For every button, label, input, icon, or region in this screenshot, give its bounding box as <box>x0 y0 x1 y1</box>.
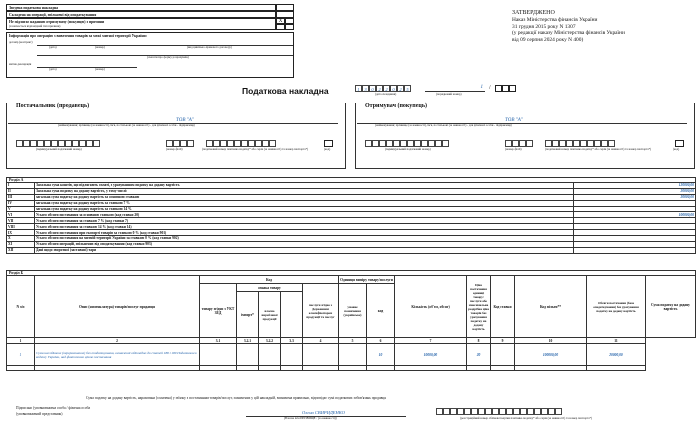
column-number: 3.1 <box>200 338 237 344</box>
table-cell-empty[interactable] <box>237 366 259 371</box>
seller-filial-label: (номер філії) <box>166 147 183 151</box>
column-number: 5 <box>339 338 367 344</box>
col-qty-header: Кількість (об'єм, обсяг) <box>395 276 467 338</box>
table-cell-empty[interactable] <box>367 366 395 371</box>
buyer-name-label: (найменування; прізвище (за наявності), ім'я, по батькові (за наявності) - для фізичної особи - підприємця) <box>375 123 512 127</box>
flag-checkbox-5[interactable] <box>276 24 285 30</box>
section-b-title: Розділ Б <box>6 270 696 275</box>
table-cell-empty[interactable] <box>467 366 491 371</box>
col-vat-header: Сума податку на додану вартість <box>646 276 696 338</box>
date-digit: 2 <box>376 85 383 92</box>
table-cell-row_mark[interactable]: 1 <box>7 344 35 366</box>
section-a-row-number: VIII <box>7 224 35 230</box>
column-number: 3.3 <box>281 338 303 344</box>
column-number: 8 <box>467 338 491 344</box>
table-cell-empty[interactable] <box>281 366 303 371</box>
buyer-ipn-cells[interactable] <box>365 140 449 147</box>
date-digit: 5 <box>404 85 411 92</box>
table-cell-c31[interactable] <box>200 344 237 366</box>
approved-title: ЗАТВЕРДЖЕНО <box>512 10 555 16</box>
flag-checkbox-1[interactable] <box>276 4 294 11</box>
buyer-heading: Отримувач (покупець) <box>365 103 428 109</box>
column-number: 10 <box>515 338 587 344</box>
buyer-block <box>355 103 695 173</box>
col-own-header: власно виробленої продукції <box>259 292 281 338</box>
table-cell-empty[interactable] <box>587 366 646 371</box>
section-b <box>6 270 696 371</box>
date-digit: 0 <box>369 85 376 92</box>
flag-not-provided-label: Не підлягає наданню отримувачу (покупцю) з причини <box>9 20 105 24</box>
column-number: 6 <box>367 338 395 344</box>
col-code-header: Код <box>200 276 339 284</box>
date-digit: 3 <box>362 85 369 92</box>
buyer-ipn-label: (індивідуальний податковий номер) <box>385 147 431 151</box>
approved-block <box>512 10 697 43</box>
export-info-label: Інформація про операцію з вивезення товарів за межі митної території України: <box>9 34 147 38</box>
table-cell-empty[interactable] <box>303 366 339 371</box>
table-cell-empty[interactable] <box>395 366 467 371</box>
column-number: 7 <box>395 338 467 344</box>
table-cell-empty[interactable] <box>259 366 281 371</box>
buyer-code-cells[interactable] <box>545 140 615 147</box>
seller-ipn-label: (індивідуальний податковий номер) <box>36 147 82 151</box>
section-a-row-value[interactable] <box>574 247 696 253</box>
section-a-row <box>7 247 696 253</box>
seller-block <box>6 103 346 173</box>
table-cell-vat[interactable]: 20000,00 <box>587 344 646 366</box>
flag-row-summary <box>6 4 276 11</box>
table-cell-desc[interactable]: Сума наслідкових (перерахованих) без оподаткування, визначеної відповідно до статей 188 і 189 Податкового кодексу України, над фактичною ціною постачання <box>35 344 200 366</box>
passport-sub: (реєстраційний номер облікової картки платника податку* або серія (за наявності) та номер паспорта*) <box>460 416 592 420</box>
column-number: 3.2.1 <box>237 338 259 344</box>
seller-ipn-cells[interactable] <box>16 140 100 147</box>
number-slash: / <box>489 85 491 91</box>
column-number: 11 <box>587 338 646 344</box>
section-a-row-number: VII <box>7 218 35 224</box>
col-rate-header: Код ставки <box>491 276 515 338</box>
col-sign-header: ознака товару <box>237 284 303 292</box>
col-dkpp-header: послуги згідно з Державним класифікатором продукції та послуг <box>303 284 339 338</box>
seller-filial-cells[interactable] <box>166 140 194 147</box>
signer-sub: (Власне ім'я ПРІЗВИЩЕ / (за наявності)) <box>284 416 337 420</box>
table-cell-c33[interactable] <box>281 344 303 366</box>
number-suffix-cell[interactable] <box>502 85 509 92</box>
buyer-name[interactable]: ТОВ "А" <box>505 118 523 123</box>
approved-line-1: Наказ Міністерства фінансів України <box>512 17 598 23</box>
export-info <box>6 32 294 78</box>
table-cell-price[interactable]: 10000,00 <box>395 344 467 366</box>
seller-code-cells[interactable] <box>206 140 276 147</box>
table-cell-c322[interactable] <box>259 344 281 366</box>
section-a-row-label: загальна сума податку на додану вартість за ставкою 7 % <box>34 200 573 206</box>
table-cell-volume[interactable]: 100000,00 <box>515 344 587 366</box>
table-cell-empty[interactable] <box>515 366 587 371</box>
seller-code-kind[interactable] <box>324 140 333 147</box>
section-a-row-label: Загальна сума податку на додану вартість, у тому числі: <box>34 188 573 194</box>
column-number: 1 <box>7 338 35 344</box>
section-a-row-number: IX <box>7 230 35 236</box>
section-a-row-number: I <box>7 183 35 189</box>
section-a-row-number: V <box>7 206 35 212</box>
flag-note: (зазначається відповідний тип причини) <box>9 24 61 28</box>
footer <box>6 396 696 420</box>
table-cell-empty[interactable] <box>200 366 237 371</box>
seller-name-label: (найменування; прізвище (за наявності), ім'я, по батькові (за наявності) - для фізичної особи - підприємця) <box>58 123 195 127</box>
table-cell-qty[interactable]: 10 <box>367 344 395 366</box>
section-a-row-label: Усього обсяги постачання за ставкою 14 % (код ставки 14) <box>34 224 573 230</box>
col-desc-header: Опис (номенклатура) товарів/послуг продавця <box>35 276 200 338</box>
section-a-row-number: II <box>7 188 35 194</box>
table-cell-c4[interactable] <box>303 344 339 366</box>
section-a-title: Розділ А <box>6 177 696 182</box>
section-a <box>6 177 696 254</box>
col-imported-header: імпорт* <box>237 292 259 338</box>
flag-checkbox-3[interactable]: X <box>276 18 285 24</box>
doc-title: Податкова накладна <box>242 86 329 96</box>
number-value: 1 <box>480 85 483 90</box>
section-a-row-number: VI <box>7 212 35 218</box>
col-benefit-header: Код пільги** <box>515 276 587 338</box>
date-label: (дата складання) <box>375 92 397 96</box>
footer-note: Сума податку на додану вартість, нарахована (сплачена) у зв'язку з постачанням товарів/послуг, зазначених у цій накладній, визначена правильно, відповідає сумі податкових зобов'язань продавця <box>86 396 386 400</box>
col-n-header: N з/п <box>7 276 35 338</box>
contract-kind-sub: (вид цивільно-правового договору) <box>187 44 232 49</box>
buyer-filial-cells[interactable] <box>505 140 533 147</box>
flag-checkbox-2[interactable] <box>276 11 294 18</box>
section-a-row-number: III <box>7 194 35 200</box>
number-suffix-cell[interactable] <box>495 85 502 92</box>
section-a-row-value[interactable]: 20000,00 <box>574 194 696 200</box>
payment-form-sub: (сказати про форму розрахунків) <box>147 54 189 59</box>
section-a-row-label: Усього обсяги операцій, звільнених від оподаткування (код ставки 903) <box>34 241 573 247</box>
section-a-table <box>6 182 696 254</box>
col-blank-header <box>281 292 303 338</box>
section-a-row-label: Усього обсяги постачання при експорті товарів за ставкою 0 % (код ставки 901) <box>34 230 573 236</box>
date-digit: 2 <box>397 85 404 92</box>
passport-cells[interactable] <box>436 408 562 415</box>
number-field[interactable] <box>425 85 485 92</box>
flags-block <box>6 4 294 84</box>
column-number: 4 <box>303 338 339 344</box>
approved-line-3: (у редакції наказу Міністерства фінансів України <box>512 30 625 37</box>
section-a-row-label: Дані щодо зворотної (заставної) тари <box>34 247 573 253</box>
contract-label: договір (контракт) <box>9 40 33 44</box>
contract-date-sub: (дата) <box>49 44 57 49</box>
customs-number-sub: (номер) <box>95 66 105 71</box>
section-a-row-label: Усього обсяги постачання за основною ставкою (код ставки 20) <box>34 212 573 218</box>
table-cell-c5[interactable] <box>339 344 367 366</box>
section-b-table <box>6 275 696 371</box>
section-a-row-number: XI <box>7 241 35 247</box>
section-a-row-label: загальна сума податку на додану вартість за основною ставкою <box>34 194 573 200</box>
column-number: 2 <box>35 338 200 344</box>
buyer-filial-label: (номер філії) <box>505 147 522 151</box>
table-cell-empty[interactable] <box>7 366 35 371</box>
buyer-code-kind[interactable] <box>675 140 684 147</box>
date-digit: 2 <box>383 85 390 92</box>
date-digit: 0 <box>390 85 397 92</box>
col-uktzed-header: товару згідно з УКТ ЗЕД <box>200 284 237 338</box>
col-unit-code-header: код <box>367 284 395 338</box>
col-volume-header: Обсяги постачання (база оподаткування) без урахування податку на додану вартість <box>587 276 646 338</box>
seller-heading: Постачальник (продавець) <box>16 103 90 109</box>
col-price-header: Ціна постачання одиниці товару/послуги або максимальна роздрібна ціна товарів без урахування податку на додану вартість <box>467 276 491 338</box>
column-number: 3.2.2 <box>259 338 281 344</box>
seller-code-short: (код) <box>324 147 331 151</box>
flag-summary-label: Зведена податкова накладна <box>9 6 59 10</box>
flag-row-not-provided <box>6 18 276 30</box>
table-cell-c9[interactable] <box>491 344 515 366</box>
flag-checkbox-6[interactable] <box>285 24 294 30</box>
table-cell-empty[interactable] <box>491 366 515 371</box>
flag-exempt-label: Складена на операції, звільнені від оподаткування <box>9 13 97 17</box>
approved-line-4: від 09 серпня 2024 року N 400) <box>512 36 584 43</box>
approved-line-2: 31 грудня 2015 року N 1307 <box>512 23 576 30</box>
section-a-row-number: X <box>7 236 35 242</box>
number-suffix-cell[interactable] <box>509 85 516 92</box>
section-a-row-value[interactable]: 100000,00 <box>574 212 696 218</box>
table-row <box>7 344 696 366</box>
section-a-row-value[interactable]: 20000,00 <box>574 188 696 194</box>
table-cell-rate[interactable]: 20 <box>467 344 491 366</box>
table-cell-c321[interactable] <box>237 344 259 366</box>
signer-label: Підписано (уповноважена особа / фізична особа <box>16 406 91 410</box>
number-label: (порядковий номер) <box>436 92 462 96</box>
section-a-row-label: Усього обсяги постачання на митній території України за ставкою 0 % (код ставки 902) <box>34 236 573 242</box>
section-a-row-label: Усього обсяги постачання за ставкою 7 % (код ставки 7) <box>34 218 573 224</box>
section-a-row-label: Загальна сума коштів, що підлягають сплаті, з урахуванням податку на додану вартість <box>34 183 573 189</box>
customs-date-sub: (дата) <box>49 66 57 71</box>
date-cells[interactable] <box>355 85 411 92</box>
flag-row-exempt <box>6 11 276 18</box>
table-cell-empty[interactable] <box>339 366 367 371</box>
signer-name[interactable]: Олена СВИРИДЕНКО <box>302 410 345 415</box>
contract-number-sub: (номер) <box>95 44 105 49</box>
table-cell-empty[interactable] <box>35 366 200 371</box>
date-digit: 1 <box>355 85 362 92</box>
seller-code-label: (податковий номер платника податку* або серія (за наявності) та номер паспорта*) <box>202 147 309 151</box>
section-a-row-label: загальна сума податку на додану вартість за ставкою 14 % <box>34 206 573 212</box>
buyer-code-short: (код) <box>673 147 680 151</box>
seller-name[interactable]: ТОВ "А" <box>176 118 194 123</box>
section-a-row-number: IV <box>7 200 35 206</box>
column-number: 9 <box>491 338 515 344</box>
col-unit-header: Одиниця виміру товару/послуги <box>340 277 393 282</box>
table-row <box>7 366 696 371</box>
buyer-code-label: (податковий номер платника податку* або серія (за наявності) та номер паспорта*) <box>545 147 652 151</box>
customs-label: митна декларація <box>9 62 32 66</box>
section-a-row-value[interactable]: 120000,00 <box>574 183 696 189</box>
section-a-row-number: XII <box>7 247 35 253</box>
col-unit-name-header: умовне позначення (українське) <box>339 284 367 338</box>
signer-label-2: (уповноважений представник) <box>16 412 63 416</box>
